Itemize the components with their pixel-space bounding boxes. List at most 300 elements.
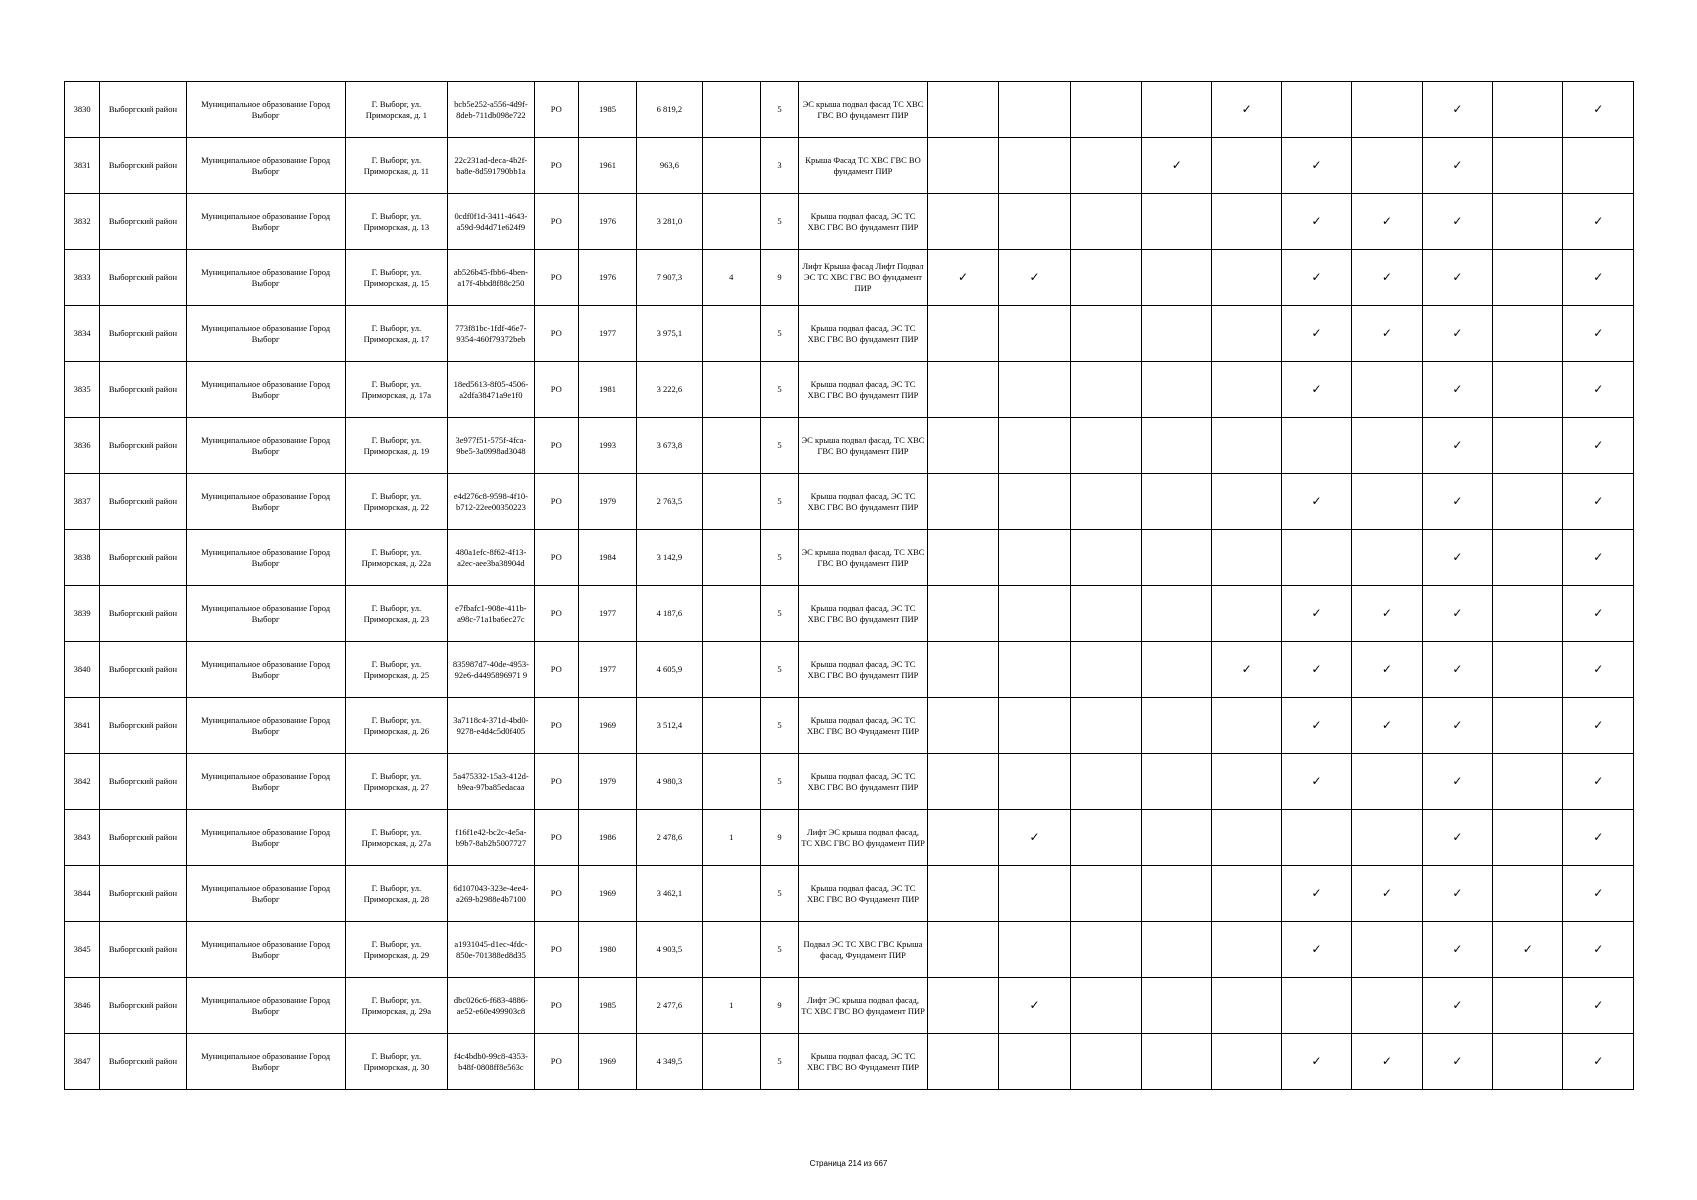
check-cell-7 <box>1352 922 1422 978</box>
area-cell: 4 187,6 <box>637 586 702 642</box>
check-cell-5 <box>1212 1034 1281 1090</box>
check-cell-1 <box>927 530 998 586</box>
check-cell-9 <box>1493 642 1563 698</box>
checkmark-icon: ✓ <box>1452 326 1463 340</box>
checkmark-icon: ✓ <box>1452 214 1463 228</box>
check-cell-10 <box>1563 754 1634 810</box>
check-cell-6 <box>1281 1034 1351 1090</box>
works-cell: Лифт ЭС крыша подвал фасад, ТС ХВС ГВС ВО фундамент ПИР <box>799 978 928 1034</box>
check-cell-6 <box>1281 978 1351 1034</box>
checkmark-icon: ✓ <box>1452 662 1463 676</box>
area-cell: 6 819,2 <box>637 82 702 138</box>
lifts-cell <box>702 474 760 530</box>
check-cell-5 <box>1212 978 1281 1034</box>
area-cell: 963,6 <box>637 138 702 194</box>
check-cell-8 <box>1422 642 1492 698</box>
checkmark-icon: ✓ <box>1593 214 1604 228</box>
check-cell-6 <box>1281 418 1351 474</box>
check-cell-8 <box>1422 306 1492 362</box>
lifts-cell <box>702 362 760 418</box>
housing-table <box>64 81 1634 1090</box>
check-cell-9 <box>1493 978 1563 1034</box>
check-cell-7 <box>1352 1034 1422 1090</box>
checkmark-icon: ✓ <box>1593 382 1604 396</box>
row-number: 3831 <box>65 138 100 194</box>
area-cell: 3 462,1 <box>637 866 702 922</box>
check-cell-4 <box>1142 530 1212 586</box>
check-cell-10 <box>1563 978 1634 1034</box>
check-cell-4 <box>1142 754 1212 810</box>
year-cell: 1981 <box>578 362 636 418</box>
guid-cell: 480a1efc-8f62-4f13-a2ec-aee3ba38904d <box>448 530 534 586</box>
year-cell: 1961 <box>578 138 636 194</box>
checkmark-icon: ✓ <box>1311 382 1322 396</box>
check-cell-7 <box>1352 250 1422 306</box>
check-cell-7 <box>1352 978 1422 1034</box>
check-cell-4 <box>1142 922 1212 978</box>
area-cell: 4 903,5 <box>637 922 702 978</box>
municipality-cell: Муниципальное образование Город Выборг <box>186 418 345 474</box>
checkmark-icon: ✓ <box>1311 942 1322 956</box>
table-row <box>65 418 1634 474</box>
check-cell-2 <box>999 698 1070 754</box>
year-cell: 1977 <box>578 642 636 698</box>
checkmark-icon: ✓ <box>1522 942 1533 956</box>
check-cell-10 <box>1563 362 1634 418</box>
municipality-cell: Муниципальное образование Город Выборг <box>186 698 345 754</box>
floors-cell: 5 <box>760 306 798 362</box>
district-cell: Выборгский район <box>100 138 186 194</box>
lifts-cell: 1 <box>702 810 760 866</box>
check-cell-2 <box>999 642 1070 698</box>
check-cell-5 <box>1212 530 1281 586</box>
municipality-cell: Муниципальное образование Город Выборг <box>186 194 345 250</box>
checkmark-icon: ✓ <box>1452 382 1463 396</box>
check-cell-10 <box>1563 474 1634 530</box>
municipality-cell: Муниципальное образование Город Выборг <box>186 362 345 418</box>
lifts-cell <box>702 194 760 250</box>
floors-cell: 9 <box>760 250 798 306</box>
checkmark-icon: ✓ <box>1452 886 1463 900</box>
table-row <box>65 642 1634 698</box>
checkmark-icon: ✓ <box>1593 326 1604 340</box>
checkmark-icon: ✓ <box>1241 662 1252 676</box>
check-cell-5 <box>1212 418 1281 474</box>
check-cell-6 <box>1281 138 1351 194</box>
check-cell-1 <box>927 362 998 418</box>
check-cell-9 <box>1493 362 1563 418</box>
row-number: 3836 <box>65 418 100 474</box>
check-cell-3 <box>1070 698 1141 754</box>
check-cell-8 <box>1422 362 1492 418</box>
district-cell: Выборгский район <box>100 642 186 698</box>
check-cell-8 <box>1422 922 1492 978</box>
check-cell-9 <box>1493 698 1563 754</box>
check-cell-5 <box>1212 194 1281 250</box>
address-cell: Г. Выборг, ул. Приморская, д. 23 <box>345 586 448 642</box>
works-cell: Лифт Крыша фасад Лифт Подвал ЭС ТС ХВС ГВС ВО фундамент ПИР <box>799 250 928 306</box>
checkmark-icon: ✓ <box>1452 270 1463 284</box>
works-cell: Крыша подвал фасад, ЭС ТС ХВС ГВС ВО Фундамент ПИР <box>799 866 928 922</box>
checkmark-icon: ✓ <box>1029 830 1040 844</box>
check-cell-2 <box>999 1034 1070 1090</box>
table-row <box>65 82 1634 138</box>
guid-cell: 5a475332-15a3-412d-b9ea-97ba85edacaa <box>448 754 534 810</box>
checkmark-icon: ✓ <box>1311 774 1322 788</box>
checkmark-icon: ✓ <box>1593 830 1604 844</box>
form-cell: РО <box>534 810 578 866</box>
check-cell-2 <box>999 586 1070 642</box>
check-cell-1 <box>927 810 998 866</box>
lifts-cell <box>702 866 760 922</box>
address-cell: Г. Выборг, ул. Приморская, д. 22а <box>345 530 448 586</box>
address-cell: Г. Выборг, ул. Приморская, д. 26 <box>345 698 448 754</box>
year-cell: 1976 <box>578 194 636 250</box>
year-cell: 1977 <box>578 586 636 642</box>
district-cell: Выборгский район <box>100 810 186 866</box>
checkmark-icon: ✓ <box>1593 438 1604 452</box>
check-cell-2 <box>999 138 1070 194</box>
checkmark-icon: ✓ <box>1311 326 1322 340</box>
address-cell: Г. Выборг, ул. Приморская, д. 13 <box>345 194 448 250</box>
table-row <box>65 1034 1634 1090</box>
table-row <box>65 754 1634 810</box>
check-cell-3 <box>1070 810 1141 866</box>
address-cell: Г. Выборг, ул. Приморская, д. 27 <box>345 754 448 810</box>
check-cell-7 <box>1352 194 1422 250</box>
form-cell: РО <box>534 306 578 362</box>
checkmark-icon: ✓ <box>1593 606 1604 620</box>
form-cell: РО <box>534 978 578 1034</box>
guid-cell: 22c231ad-deca-4b2f-ba8e-8d591790bb1a <box>448 138 534 194</box>
floors-cell: 9 <box>760 978 798 1034</box>
check-cell-6 <box>1281 642 1351 698</box>
check-cell-10 <box>1563 586 1634 642</box>
check-cell-9 <box>1493 306 1563 362</box>
check-cell-8 <box>1422 138 1492 194</box>
municipality-cell: Муниципальное образование Город Выборг <box>186 1034 345 1090</box>
district-cell: Выборгский район <box>100 754 186 810</box>
check-cell-8 <box>1422 474 1492 530</box>
floors-cell: 5 <box>760 586 798 642</box>
district-cell: Выборгский район <box>100 82 186 138</box>
check-cell-9 <box>1493 586 1563 642</box>
check-cell-1 <box>927 978 998 1034</box>
check-cell-10 <box>1563 250 1634 306</box>
checkmark-icon: ✓ <box>1381 718 1392 732</box>
check-cell-9 <box>1493 250 1563 306</box>
checkmark-icon: ✓ <box>1593 942 1604 956</box>
municipality-cell: Муниципальное образование Город Выборг <box>186 586 345 642</box>
check-cell-2 <box>999 82 1070 138</box>
checkmark-icon: ✓ <box>1593 102 1604 116</box>
table-row <box>65 362 1634 418</box>
district-cell: Выборгский район <box>100 194 186 250</box>
works-cell: Крыша Фасад ТС ХВС ГВС ВО фундамент ПИР <box>799 138 928 194</box>
guid-cell: 0cdf0f1d-3411-4643-a59d-9d4d71e624f9 <box>448 194 534 250</box>
checkmark-icon: ✓ <box>1593 494 1604 508</box>
check-cell-10 <box>1563 530 1634 586</box>
check-cell-7 <box>1352 810 1422 866</box>
checkmark-icon: ✓ <box>1593 718 1604 732</box>
area-cell: 2 763,5 <box>637 474 702 530</box>
lifts-cell: 1 <box>702 978 760 1034</box>
checkmark-icon: ✓ <box>1241 102 1252 116</box>
works-cell: Крыша подвал фасад, ЭС ТС ХВС ГВС ВО Фундамент ПИР <box>799 698 928 754</box>
check-cell-5 <box>1212 586 1281 642</box>
district-cell: Выборгский район <box>100 866 186 922</box>
district-cell: Выборгский район <box>100 418 186 474</box>
checkmark-icon: ✓ <box>1381 214 1392 228</box>
check-cell-3 <box>1070 194 1141 250</box>
check-cell-2 <box>999 306 1070 362</box>
check-cell-8 <box>1422 1034 1492 1090</box>
check-cell-10 <box>1563 194 1634 250</box>
checkmark-icon: ✓ <box>1452 998 1463 1012</box>
form-cell: РО <box>534 82 578 138</box>
address-cell: Г. Выборг, ул. Приморская, д. 17 <box>345 306 448 362</box>
check-cell-9 <box>1493 754 1563 810</box>
check-cell-6 <box>1281 82 1351 138</box>
lifts-cell <box>702 1034 760 1090</box>
municipality-cell: Муниципальное образование Город Выборг <box>186 138 345 194</box>
check-cell-2 <box>999 754 1070 810</box>
address-cell: Г. Выборг, ул. Приморская, д. 25 <box>345 642 448 698</box>
check-cell-9 <box>1493 866 1563 922</box>
municipality-cell: Муниципальное образование Город Выборг <box>186 978 345 1034</box>
check-cell-2 <box>999 362 1070 418</box>
check-cell-3 <box>1070 642 1141 698</box>
check-cell-6 <box>1281 530 1351 586</box>
form-cell: РО <box>534 866 578 922</box>
check-cell-2 <box>999 250 1070 306</box>
document-sheet <box>64 81 1634 1090</box>
check-cell-3 <box>1070 866 1141 922</box>
guid-cell: 18ed5613-8f05-4506-a2dfa38471a9e1f0 <box>448 362 534 418</box>
works-cell: Крыша подвал фасад, ЭС ТС ХВС ГВС ВО фундамент ПИР <box>799 642 928 698</box>
check-cell-3 <box>1070 586 1141 642</box>
district-cell: Выборгский район <box>100 978 186 1034</box>
lifts-cell <box>702 306 760 362</box>
form-cell: РО <box>534 418 578 474</box>
checkmark-icon: ✓ <box>1311 494 1322 508</box>
check-cell-5 <box>1212 866 1281 922</box>
check-cell-5 <box>1212 698 1281 754</box>
check-cell-7 <box>1352 586 1422 642</box>
works-cell: ЭС крыша подвал фасад ТС ХВС ГВС ВО фундамент ПИР <box>799 82 928 138</box>
lifts-cell <box>702 698 760 754</box>
check-cell-1 <box>927 586 998 642</box>
check-cell-2 <box>999 530 1070 586</box>
check-cell-2 <box>999 418 1070 474</box>
check-cell-3 <box>1070 250 1141 306</box>
check-cell-9 <box>1493 138 1563 194</box>
checkmark-icon: ✓ <box>1029 270 1040 284</box>
works-cell: Крыша подвал фасад, ЭС ТС ХВС ГВС ВО фундамент ПИР <box>799 474 928 530</box>
checkmark-icon: ✓ <box>1381 886 1392 900</box>
table-row <box>65 698 1634 754</box>
row-number: 3841 <box>65 698 100 754</box>
check-cell-8 <box>1422 530 1492 586</box>
district-cell: Выборгский район <box>100 250 186 306</box>
floors-cell: 5 <box>760 418 798 474</box>
district-cell: Выборгский район <box>100 530 186 586</box>
floors-cell: 5 <box>760 866 798 922</box>
year-cell: 1969 <box>578 866 636 922</box>
check-cell-1 <box>927 1034 998 1090</box>
check-cell-6 <box>1281 866 1351 922</box>
row-number: 3830 <box>65 82 100 138</box>
address-cell: Г. Выборг, ул. Приморская, д. 29а <box>345 978 448 1034</box>
check-cell-8 <box>1422 586 1492 642</box>
check-cell-10 <box>1563 418 1634 474</box>
check-cell-7 <box>1352 138 1422 194</box>
year-cell: 1985 <box>578 978 636 1034</box>
check-cell-3 <box>1070 82 1141 138</box>
check-cell-7 <box>1352 866 1422 922</box>
check-cell-7 <box>1352 754 1422 810</box>
guid-cell: f4c4bdb0-99c8-4353-b48f-0808ff8e563c <box>448 1034 534 1090</box>
check-cell-1 <box>927 474 998 530</box>
area-cell: 2 477,6 <box>637 978 702 1034</box>
check-cell-4 <box>1142 698 1212 754</box>
district-cell: Выборгский район <box>100 362 186 418</box>
table-row <box>65 474 1634 530</box>
row-number: 3846 <box>65 978 100 1034</box>
check-cell-7 <box>1352 698 1422 754</box>
year-cell: 1984 <box>578 530 636 586</box>
guid-cell: bcb5e252-a556-4d9f-8deb-711db098e722 <box>448 82 534 138</box>
check-cell-4 <box>1142 82 1212 138</box>
lifts-cell <box>702 530 760 586</box>
checkmark-icon: ✓ <box>1029 998 1040 1012</box>
checkmark-icon: ✓ <box>1593 774 1604 788</box>
row-number: 3837 <box>65 474 100 530</box>
checkmark-icon: ✓ <box>1381 270 1392 284</box>
table-row <box>65 978 1634 1034</box>
guid-cell: e4d276c8-9598-4f10-b712-22ee00350223 <box>448 474 534 530</box>
check-cell-6 <box>1281 586 1351 642</box>
form-cell: РО <box>534 194 578 250</box>
area-cell: 2 478,6 <box>637 810 702 866</box>
checkmark-icon: ✓ <box>1452 774 1463 788</box>
address-cell: Г. Выборг, ул. Приморская, д. 1 <box>345 82 448 138</box>
check-cell-4 <box>1142 866 1212 922</box>
check-cell-8 <box>1422 418 1492 474</box>
works-cell: Крыша подвал фасад, ЭС ТС ХВС ГВС ВО фундамент ПИР <box>799 306 928 362</box>
row-number: 3840 <box>65 642 100 698</box>
year-cell: 1986 <box>578 810 636 866</box>
check-cell-9 <box>1493 194 1563 250</box>
check-cell-5 <box>1212 754 1281 810</box>
municipality-cell: Муниципальное образование Город Выборг <box>186 82 345 138</box>
checkmark-icon: ✓ <box>1593 886 1604 900</box>
check-cell-6 <box>1281 250 1351 306</box>
checkmark-icon: ✓ <box>1452 1054 1463 1068</box>
check-cell-1 <box>927 866 998 922</box>
lifts-cell <box>702 82 760 138</box>
check-cell-4 <box>1142 642 1212 698</box>
check-cell-9 <box>1493 1034 1563 1090</box>
page-footer: Страница 214 из 667 <box>809 1159 888 1168</box>
check-cell-3 <box>1070 1034 1141 1090</box>
check-cell-3 <box>1070 922 1141 978</box>
check-cell-5 <box>1212 642 1281 698</box>
checkmark-icon: ✓ <box>958 270 969 284</box>
district-cell: Выборгский район <box>100 474 186 530</box>
district-cell: Выборгский район <box>100 1034 186 1090</box>
form-cell: РО <box>534 922 578 978</box>
checkmark-icon: ✓ <box>1593 270 1604 284</box>
table-row <box>65 138 1634 194</box>
table-row <box>65 530 1634 586</box>
check-cell-4 <box>1142 362 1212 418</box>
form-cell: РО <box>534 474 578 530</box>
area-cell: 3 222,6 <box>637 362 702 418</box>
municipality-cell: Муниципальное образование Город Выборг <box>186 250 345 306</box>
checkmark-icon: ✓ <box>1311 270 1322 284</box>
lifts-cell <box>702 922 760 978</box>
guid-cell: 6d107043-323e-4ee4-a269-b2988e4b7100 <box>448 866 534 922</box>
municipality-cell: Муниципальное образование Город Выборг <box>186 642 345 698</box>
check-cell-1 <box>927 922 998 978</box>
form-cell: РО <box>534 250 578 306</box>
check-cell-7 <box>1352 642 1422 698</box>
guid-cell: dbc026c6-f683-4886-ae52-e60e499903c8 <box>448 978 534 1034</box>
check-cell-10 <box>1563 810 1634 866</box>
check-cell-8 <box>1422 810 1492 866</box>
works-cell: Крыша подвал фасад, ЭС ТС ХВС ГВС ВО фундамент ПИР <box>799 194 928 250</box>
check-cell-9 <box>1493 82 1563 138</box>
row-number: 3835 <box>65 362 100 418</box>
check-cell-1 <box>927 138 998 194</box>
district-cell: Выборгский район <box>100 698 186 754</box>
checkmark-icon: ✓ <box>1593 1054 1604 1068</box>
check-cell-4 <box>1142 978 1212 1034</box>
checkmark-icon: ✓ <box>1311 718 1322 732</box>
checkmark-icon: ✓ <box>1171 158 1182 172</box>
checkmark-icon: ✓ <box>1452 830 1463 844</box>
check-cell-2 <box>999 978 1070 1034</box>
table-row <box>65 810 1634 866</box>
address-cell: Г. Выборг, ул. Приморская, д. 19 <box>345 418 448 474</box>
check-cell-4 <box>1142 250 1212 306</box>
area-cell: 3 975,1 <box>637 306 702 362</box>
checkmark-icon: ✓ <box>1452 550 1463 564</box>
form-cell: РО <box>534 754 578 810</box>
address-cell: Г. Выборг, ул. Приморская, д. 29 <box>345 922 448 978</box>
guid-cell: 773f81bc-1fdf-46e7-9354-460f79372beb <box>448 306 534 362</box>
row-number: 3833 <box>65 250 100 306</box>
form-cell: РО <box>534 642 578 698</box>
check-cell-2 <box>999 922 1070 978</box>
check-cell-1 <box>927 250 998 306</box>
checkmark-icon: ✓ <box>1452 438 1463 452</box>
lifts-cell <box>702 642 760 698</box>
checkmark-icon: ✓ <box>1311 158 1322 172</box>
checkmark-icon: ✓ <box>1311 606 1322 620</box>
year-cell: 1979 <box>578 754 636 810</box>
check-cell-6 <box>1281 194 1351 250</box>
check-cell-7 <box>1352 418 1422 474</box>
checkmark-icon: ✓ <box>1381 326 1392 340</box>
checkmark-icon: ✓ <box>1452 606 1463 620</box>
table-row <box>65 922 1634 978</box>
check-cell-8 <box>1422 698 1492 754</box>
checkmark-icon: ✓ <box>1452 102 1463 116</box>
checkmark-icon: ✓ <box>1311 886 1322 900</box>
check-cell-2 <box>999 194 1070 250</box>
